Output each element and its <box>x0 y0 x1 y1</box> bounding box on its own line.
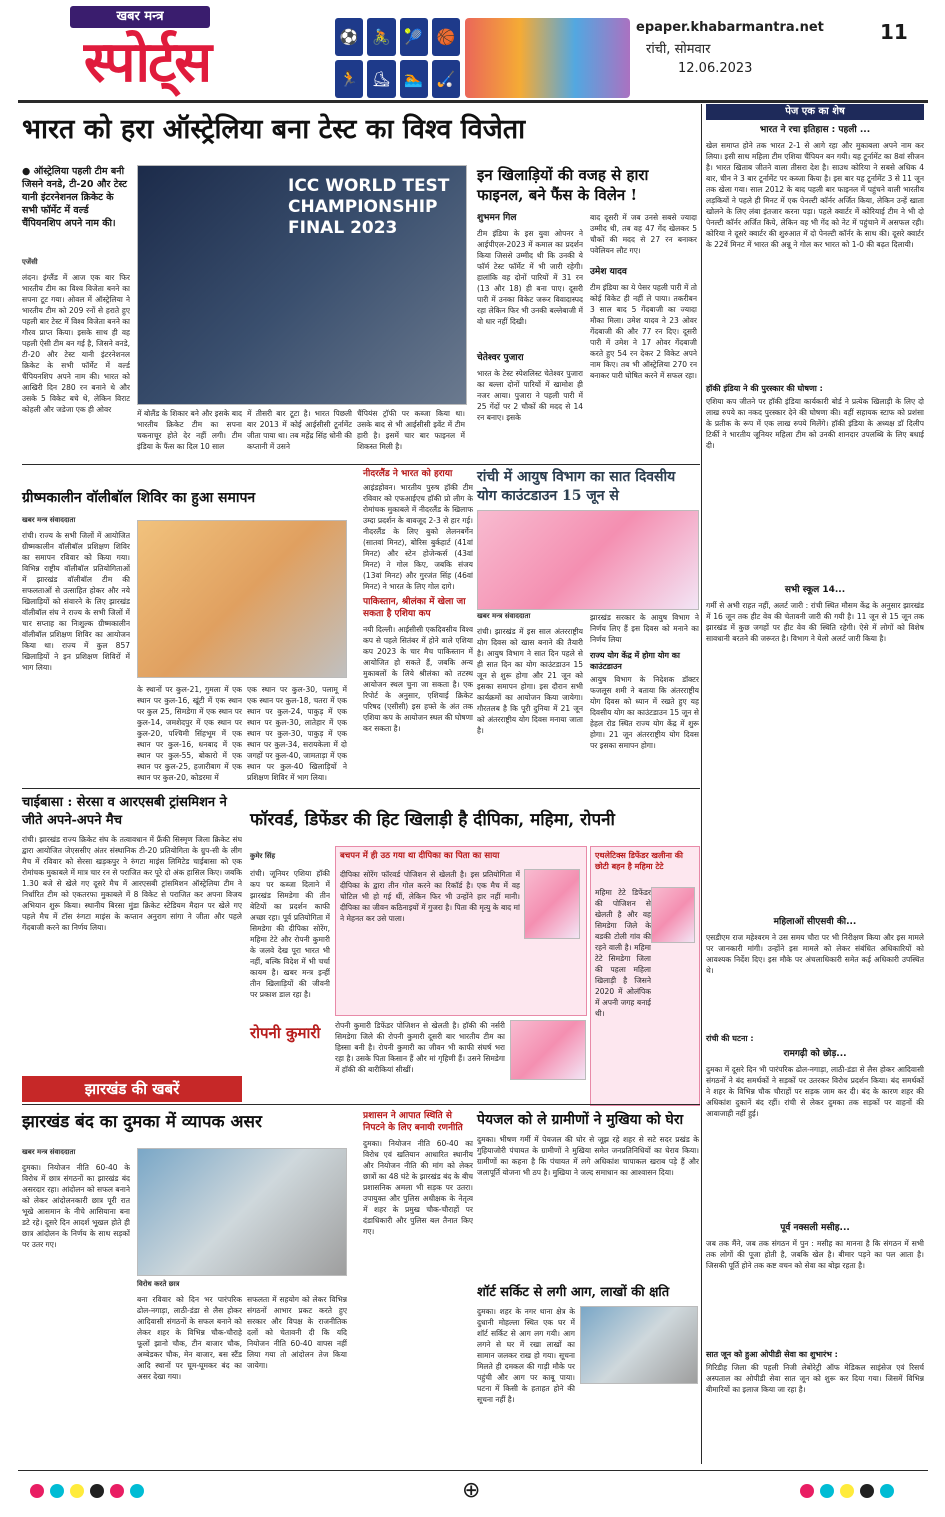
sports-icon-grid <box>335 18 460 98</box>
ropni-photo <box>510 1020 586 1080</box>
volleyball-photo <box>137 520 347 678</box>
jharkhand-bar: झारखंड की खबरें <box>22 1076 242 1102</box>
mahima-photo <box>651 887 695 943</box>
deepika-photo <box>524 869 580 939</box>
mahima-box-text: महिमा टेटे डिफेंडर की पोजिशन से खेलती है और वह सिमडेगा जिले के बडकी टोली गांव की रहने वाली है। महिमा टेटे सिमडेगा जिला की पहला महिला खिलाड़ी है जिसने 2020 में ओलंपिक में अपनी जगह बनाई थी। <box>595 888 651 1018</box>
ropni-text: रोपनी कुमारी डिफेंडर पोजिशन से खेलती है। हॉकी की नर्सरी सिमडेगा जिले की रोपनी कुमारी दूसरी बार भारतीय टीम का हिस्सा बनी है। रोपनी कुमारी का जीवन भी काफी संघर्ष भरा रहा है। उसके पिता किसान हैं और मां गृहिणी हैं। उसने सिमडेगा में हॉकी की बारीकियां सीखीं। <box>335 1021 505 1074</box>
players-sub-1: शुभमन गिल <box>477 213 517 223</box>
asiacup-text: नयी दिल्ली। आईसीसी एकदिवसीय विश्व कप से पहले सितंबर में होने वाले एशिया कप 2023 के चार मैच पाकिस्तान में आयोजित हो सकते हैं, जबकि अन्य मुकाबलों के लिये श्रीलंका को तटस्थ आयोजन स्थल चुना जा सकता है। एक रिपोर्ट के अनुसार, एशियाई क्रिकेट परिषद (एसीसी) इस हफ्ते के अंत तक एशिया कप के आयोजन स्थल की घोषणा कर सकता है। <box>363 625 473 733</box>
page-number: 11 <box>880 20 908 44</box>
color-dot <box>860 1484 874 1498</box>
swimming-icon: 🏊 <box>400 60 428 98</box>
color-dot <box>840 1484 854 1498</box>
lead-body-4: चैंपियंस ट्रॉफी पर कब्जा किया था। उसके बाद से भी आईसीसी इवेंट में टीम हारी है। इसमें चार बार फाइनल में शिकस्त मिली है। <box>357 409 465 451</box>
masthead-tag: खबर मन्त्र <box>70 6 210 28</box>
lead-headline: भारत को हरा ऑस्ट्रेलिया बना टेस्ट का विश्व विजेता <box>22 114 526 145</box>
color-dot <box>70 1484 84 1498</box>
page-one-t1: खेल समाप्त होने तक भारत 2-1 से आगे रहा और मुकाबला अपने नाम कर लिया। इसी साथ महिला टीम एशिया चैंपियन बन गयी। यह टूर्नामेंट का 8वां सीजन है। भारत खिताब जीतने वाला तीसरा देश है। साउथ कोरिया ने सबसे अधिक 4 बार, चीन ने 3 बार टूर्नामेंट पर कब्जा किया है। इस बार यह टूर्नामेंट 3 से 11 जून तक खेला गया। साल 2012 के बाद पहली बार फाइनल में पहुंचने वाली भारतीय लड़कियों ने पहले ही मिनट में एक पेनल्टी कॉर्नर अर्जित किया, लेकिन उन्हें खाता खोलने के लिए लंबा इंतजार करना पड़ा। पहले क्वार्टर में कोरियाई टीम ने भी दो पेनल्टी कॉर्नर अर्जित किये, लेकिन वह भी गेंद को नेट में पहुंचाने में असफल रही। कोरिया ने दूसरे क्वार्टर की शुरुआत में दो पेनल्टी कॉर्नर के साथ की। दूसरे क्वार्टर के 22वें मिनट में भारत की अन्नू ने गोल कर भारत को 1-0 की बढ़त दिलायी। <box>706 141 924 249</box>
color-dot <box>30 1484 44 1498</box>
forward-headline: फॉरवर्ड, डिफेंडर की हिट खिलाड़ी है दीपिका, महिमा, रोपनी <box>250 810 615 830</box>
site-url[interactable]: epaper.khabarmantra.net <box>636 20 824 35</box>
page-one-h3: सभी स्कूल 14... <box>784 585 846 595</box>
photo-text-2: CHAMPIONSHIP <box>288 197 438 217</box>
lead-body-2: में बोलैंड के शिकार बने और इसके बाद भारतीय क्रिकेट टीम का सपना चकनाचूर होते देर नहीं लगी। टीम इंडिया के फैंस का दिल 10 साल <box>137 409 242 451</box>
running-icon: 🏃 <box>335 60 363 98</box>
photo-text-3: FINAL 2023 <box>288 218 398 238</box>
volleyball-headline: ग्रीष्मकालीन वॉलीबॉल शिविर का हुआ समापन <box>22 490 256 506</box>
cycling-icon: 🚴 <box>367 18 395 56</box>
page-one-t8: गिरिडीह जिला की पहली निजी लेबोरेट्री ऑफ मेडिकल साइंसेज एवं रिसर्च अस्पताल का ओपीडी सेवा सात जून को शुरू कर दिया गया। जिसमें विभिन्न बीमारियों का इलाज किया जा रहा है। <box>706 1363 924 1394</box>
page-one-t2: एशिया कप जीतने पर हॉकी इंडिया कार्यकारी बोर्ड ने प्रत्येक खिलाड़ी के लिए दो लाख रुपये का नकद पुरस्कार देने की घोषणा की। वहीं सहायक स्टाफ को प्रशंसा के प्रतीक के रूप में एक लाख रुपये मिलेंगे। हॉकी इंडिया के अध्यक्ष डॉ दिलीप टिर्की ने भारतीय जूनियर महिला टीम को उनकी शानदार उपलब्धि के लिए बधाई दी। <box>706 397 924 450</box>
chaibasa-body: रांची। झारखंड राज्य क्रिकेट संघ के तत्वावधान में फ्रैंकी सिस्मृण जिला क्रिकेट संघ द्वारा आयोजित जेएससीए अंतर संस्थानिक टी-20 प्रतियोगिता के ग्रुप-सी के लीग मैच में रविवार को सेरसा खड़कपुर ने रुंगटा माइंस लिमिटेड चाईबासा को एक रोमांचक मुकाबले में मात्र चार रन से पराजित कर पूरे दो अंक हासिल किए। जबकि 1.30 बजे से खेले गए दूसरे मैच में आरएसबी ट्रांसमिशन ऑस्ट्रेलिया टीम ने निर्धारित टीम को एकतरफा मुकाबले में 8 विकेट से पराजित कर अपना विजय अभियान शुरू किया। स्थानीय बिरसा मुंडा क्रिकेट स्टेडियम मैदान पर खेले गए पहले मैच में टॉस रुंगटा माइंस के कप्तान अनुराग सांगा ने जीता और पहले गेंदबाजी करने का निर्णय लिया। <box>22 835 242 932</box>
hockey-icon: 🏑 <box>432 60 460 98</box>
players-text-2: भारत के टेस्ट स्पेशलिस्ट चेतेश्वर पुजारा का बल्ला दोनों पारियों में खामोश ही नजर आया। पुजारा ने पहली पारी में 25 गेंदों पर 2 चौकों की मदद से 14 रन बनाए। इसके <box>477 369 583 422</box>
page-one-h2: हॉकी इंडिया ने की पुरस्कार की घोषणा : <box>706 384 823 393</box>
tennis-icon: 🎾 <box>400 18 428 56</box>
section-rule-2 <box>22 788 700 789</box>
volleyball-byline: खबर मन्त्र संवाददाता <box>22 516 76 524</box>
page-one-t6: दुमका में दूसरे दिन भी पारंपरिक ढोल-नगाड़ा, लाठी-डंडा से लैस होकर आदिवासी संगठनों ने बंद समर्थकों ने सड़कों पर उतरकर विरोध प्रदर्शन किया। बंद समर्थकों ने शहर के विभिन्न चौक चौराहों पर सड़क जाम कर दी। बंद के कारण शहर की अधिकांश दुकानें बंद रहीं। रांची से लेकर दुमका तक सड़कों पर वाहनों की आवाजाही नहीं हुई। <box>706 1065 924 1118</box>
issue-date: 12.06.2023 <box>678 61 753 76</box>
deepika-box <box>335 846 587 1016</box>
lead-bullet: ● ऑस्ट्रेलिया पहली टीम बनी जिसने वनडे, टी-20 और टेस्ट यानी इंटरनेशनल क्रिकेट के सभी फॉर्मेट में वर्ल्ड चैंपियनशिप अपने नाम की। <box>22 166 127 229</box>
bandh-byline: खबर मन्त्र संवाददाता <box>22 1148 76 1156</box>
footer-color-dots-right <box>800 1484 894 1498</box>
bandh-body-2: बना रविवार को दिन भर पारंपरिक ढोल-नगाड़ा, लाठी-डंडा से लैस होकर आदिवासी संगठनों के सफल बनाने को लेकर शहर के विभिन्न चौक-चौराहे फूलों झानो चौक, टीन बाजार चौक, अम्बेडकर चौक, मेन बाजार, बस स्टैंड आदि स्थानों पर घूम-घूमकर बंद का असर देखा गया। <box>137 1295 242 1381</box>
yoga-body-3: आयुष विभाग के निदेशक डॉक्टर फजलूस शमी ने बताया कि अंतरराष्ट्रीय योग दिवस को ध्यान में रखते हुए यह दिवसीय योग का काउंटडाउन 15 जून से हेहल रोड स्थित राज्य योग केंद्र में शुरू होगा। 21 जून अंतरराष्ट्रीय योग दिवस पर इसका समापन होगा। <box>590 675 699 750</box>
color-dot <box>800 1484 814 1498</box>
water-body: दुमका। भीषण गर्मी में पेयजल की घोर से जूझ रहे शहर से सटे सदर प्रखंड के गुहियाजोरी पंचायत के ग्रामीणों ने मुखिया समेत जनप्रतिनिधियों का घेराव किया। ग्रामीणों का कहना है कि पंचायत में लगे अधिकांश चापाकल खराब पड़े हैं और जलापूर्ति योजना भी ठप है। मुखिया ने जल्द समाधान का आश्वासन दिया। <box>477 1135 699 1177</box>
deepika-box-text: दीपिका सोरेंग फॉरवर्ड पोजिशन से खेलती है। इस प्रतियोगिता में दीपिका के द्वारा तीन गोल करने का रिकॉर्ड है। एक मैच में वह चोटिल भी हो गई थीं, लेकिन फिर भी उन्होंने हार नहीं मानी। दीपिका का जीवन कठिनाइयों में गुजरा है। पिता की मृत्यु के बाद मां ने मेहनत कर उसे पाला। <box>340 870 520 923</box>
registration-mark-icon: ⊕ <box>462 1478 481 1503</box>
chaibasa-headline: चाईबासा : सेरसा व आरएसबी ट्रांसमिशन ने जीते अपने-अपने मैच <box>22 795 227 828</box>
column-rule <box>701 104 702 1464</box>
mahima-box-title: एथलेटिक्स डिफेंडर खलीना की छोटी बहन है महिमा टेटे <box>595 851 683 871</box>
page-one-h6: रामगढ़ी को छोड़... <box>783 1049 847 1059</box>
forward-body: रांची। जूनियर एशिया हॉकी कप पर कब्जा दिलाने में झारखंड सिमडेगा की तीन बेटियों का प्रदर्शन काफी अच्छा रहा। पूर्व प्रतियोगिता में सिमडेगा की दीपिका सोरेंग, महिमा टेटे और रोपनी कुमारी के जलवे देख पूरा भारत भी नहीं, बल्कि विदेश में भी चर्चा कायम है। खबर मन्त्र इन्हीं तीन खिलाड़ियों की जीवनी पर प्रकाश डाल रहा है। <box>250 869 330 999</box>
lead-photo <box>137 165 467 405</box>
yoga-sub: राज्य योग केंद्र में होगा योग का काउंटडाउन <box>590 651 680 671</box>
page-one-h1: भारत ने रचा इतिहास : पहली ... <box>759 125 871 135</box>
page-one-t4: एसडीएम राज महेश्वरम ने उस समय चौरा पर भी निरीक्षण किया और इस मामले पर जानकारी मांगी। उन्होंने इस मामले को लेकर संबंधित अधिकारियों को आवश्यक निर्देश दिए। इस मौके पर अंचलाधिकारी समेत कई अधिकारी उपस्थित थे। <box>706 933 924 975</box>
basketball-icon: 🏀 <box>432 18 460 56</box>
players-sub-3: उमेश यादव <box>590 267 627 277</box>
deepika-box-title: बचपन में ही उठ गया था दीपिका का पिता का साया <box>340 851 500 861</box>
yoga-byline: खबर मन्त्र संवाददाता <box>477 612 531 620</box>
mahima-box <box>590 846 700 1106</box>
yoga-headline: रांची में आयुष विभाग का सात दिवसीय योग काउंटडाउन 15 जून से <box>477 469 676 504</box>
volleyball-body-3: एक स्थान पर कुल-30, पलामू में एक स्थान पर कुल-18, चतरा में एक स्थान पर कुल-24, पाकुड़ में एक स्थान पर कुल-30, लातेहार में एक स्थान पर कुल-30, पाकुड़ में एक स्थान पर कुल-34, सरायकेला में दो जगहों पर कुल-40, जामताड़ा में एक स्थान पर कुल-40 खिलाड़ियों ने प्रशिक्षण शिविर में भाग लिया। <box>247 685 347 782</box>
yoga-body-1: रांची। झारखंड में इस साल अंतरराष्ट्रीय योग दिवस को खास बनाने की तैयारी है। आयुष विभाग ने सात दिन पहले से ही सात दिन का योग काउंटडाउन 15 जून से शुरू होगा और 21 जून को इसका समापन होगा। इस दौरान सभी कार्यक्रमों का आयोजन किया जायेगा। गौरतलब है कि पूरी दुनिया में 21 जून को अंतरराष्ट्रीय योग दिवस मनाया जाता है। <box>477 627 583 735</box>
color-dot <box>130 1484 144 1498</box>
header-rule <box>18 100 928 103</box>
page-one-t7: जब तक मैंने, जब तक संगठन में पुन : मसीह का मानना है कि संगठन में सभी तक लोगों की पूजा होती है, जबकि खेल है। बीमार पड़ने का पल आता है। जिसकी पूर्ति होने तक कष्ट वचन को सेवा का बोझ रहता है। <box>706 1239 924 1270</box>
masthead-title: स्पोर्ट्स <box>83 29 211 95</box>
lead-body-1: लंदन। इंग्लैंड में आज एक बार फिर भारतीय टीम का विश्व विजेता बनने का सपना टूट गया। ओवल में ऑस्ट्रेलिया ने भारतीय टीम को 209 रनों से हराते हुए पहली बार टेस्ट में विश्व विजेता बनने का गौरव प्राप्त किया। इसके साथ ही वह पहली ऐसी टीम बन गई है, जिसने वनडे, टी-20 और टेस्ट यानी इंटरनेशनल क्रिकेट के सभी फॉर्मेट में वर्ल्ड चैंपियनशिप अपने नाम की। भारत को आखिरी दिन 280 रन बनाने थे और उसके 5 विकेट बचे थे, लेकिन विराट कोहली और जडेजा एक ही ओवर <box>22 273 130 414</box>
players-text-4: टीम इंडिया का ये पेसर पहली पारी में तो कोई विकेट ही नहीं ले पाया। तकरीबन 3 साल बाद 5 गेंदबाजी का ज्यादा मौका मिला। उमेश यादव ने 23 ओवर गेंदबाजी की और 77 रन दिए। दूसरी पारी में उमेश ने 17 ओवर गेंदबाजी करते हुए 54 रन देकर 2 विकेट अपने नाम किए। तब भी ऑस्ट्रेलिया 270 रन बनाकर पारी घोषित करने में सफल रहा। <box>590 283 697 380</box>
football-icon: ⚽ <box>335 18 363 56</box>
hockey-headline: नीदरलैंड ने भारत को हराया <box>363 469 453 479</box>
yoga-body-2: झारखंड सरकार के आयुष विभाग ने निर्णय लिए हैं इस दिवस को मनाने का निर्णय लिया <box>590 613 699 644</box>
page-one-h7: पूर्व नक्सली मसीह... <box>780 1223 850 1233</box>
ropni-name: रोपनी कुमारी <box>250 1024 321 1042</box>
volleyball-body: रांची। राज्य के सभी जिलों में आयोजित ग्रीष्मकालीन वॉलीबॉल प्रशिक्षण शिविर का समापन रविवार को किया गया। विभिन्न राष्ट्रीय वॉलीबॉल प्रतियोगिताओं में झारखंड वॉलीबॉल टीम की सफलताओं से उत्साहित होकर और नये खिलाड़ियों को संवारने के लिए झारखंड वॉलीबॉल संघ ने राज्य के सभी जिलों में चार सप्ताह का निःशुल्क ग्रीष्मकालीन वॉलीबॉल प्रशिक्षण शिविर का आयोजन किया था। राज्य में कुल 857 खिलाड़ियों ने इन प्रशिक्षण शिविरों में भाग लिया। <box>22 531 130 672</box>
color-dot <box>90 1484 104 1498</box>
bandh-headline: झारखंड बंद का दुमका में व्यापक असर <box>22 1112 262 1132</box>
header-info <box>636 20 824 76</box>
color-dot <box>50 1484 64 1498</box>
color-dot <box>880 1484 894 1498</box>
lead-body-3: में तीसरी बार टूटा है। भारत पिछली बार 2013 में कोई आईसीसी टूर्नामेंट जीता पाया था। तब महेंद्र सिंह धोनी की कप्तानी में उसने <box>247 409 352 451</box>
players-headline: इन खिलाड़ियों की वजह से हारा फाइनल, बने फैंस के विलेन ! <box>477 166 649 204</box>
footer-rule <box>18 1470 928 1471</box>
photo-text-1: ICC WORLD TEST <box>288 176 450 196</box>
prashasan-body: दुमका। नियोजन नीति 60-40 का विरोध एवं खतियान आधारित स्थानीय और नियोजन नीति की मांग को लेकर छात्रों का 48 घंटे के झारखंड बंद के बीच प्रशासनिक अमला भी सड़क पर उतरा। उपायुक्त और पुलिस अधीक्षक के नेतृत्व में शहर के प्रमुख चौक-चौराहों पर दंडाधिकारी और पुलिस बल तैनात किए गए। <box>363 1139 473 1236</box>
yoga-photo <box>477 510 699 610</box>
page-one-h5: रांची की घटना : <box>706 1034 754 1043</box>
lead-agency: एजेंसी <box>22 258 38 266</box>
hockey-text: आइंडहोवन। भारतीय पुरुष हॉकी टीम रविवार को एफआईएच हॉकी प्रो लीग के रोमांचक मुकाबले में नीदरलैंड के खिलाफ उम्दा प्रदर्शन के बावजूद 2-3 से हार गई। नीदरलैंड के लिए बुको लेलनबर्गेन (सातवां मिनट), बोरिस बुर्कहार्ट (41वां मिनट) और स्टेन होजेन्कर्स (43वां मिनट) ने गोल किए, जबकि संजय (13वां मिनट) और गुरजंत सिंह (46वां मिनट) ने भारत के लिए गोल दागे। <box>363 483 473 591</box>
prashasan-headline: प्रशासन ने आपात स्थिति से निपटने के लिए बनायी रणनीति <box>363 1111 463 1133</box>
asiacup-headline: पाकिस्तान, श्रीलंका में खेला जा सकता है एशिया कप <box>363 597 466 619</box>
water-headline: पेयजल को ले ग्रामीणों ने मुखिया को घेरा <box>477 1112 684 1128</box>
page-one-h4: महिलाओं सीएसवी की... <box>773 917 857 927</box>
color-dot <box>110 1484 124 1498</box>
players-sub-2: चेतेश्वर पुजारा <box>477 353 524 363</box>
fire-photo <box>580 1306 698 1384</box>
skating-icon: ⛸ <box>367 60 395 98</box>
players-text-1: टीम इंडिया के इस युवा ओपनर ने आईपीएल-2023 में कमाल का प्रदर्शन किया जिससे उम्मीद थी कि उनकी ये फॉर्म टेस्ट फॉर्मेट में भी जारी रहेगी। हालांकि वह दोनों पारियों में 31 रन (13 और 18) ही बना पाए। दूसरी पारी में उनका विकेट जरूर विवादास्पद रहा लेकिन फिर भी उनकी बल्लेबाजी में वो धार नहीं दिखी। <box>477 229 583 326</box>
footer-color-dots-left <box>30 1484 144 1498</box>
fire-body: दुमका। शहर के नगर थाना क्षेत्र के दुधानी मोहल्ला स्थित एक घर में शॉर्ट सर्किट से आग लग गयी। आग लगने से घर में रखा लाखों का सामान जलकर राख हो गया। सूचना मिलते ही दमकल की गाड़ी मौके पर पहुंची और आग पर काबू पाया। घटना में किसी के हताहत होने की सूचना नहीं है। <box>477 1307 575 1404</box>
page-one-bar: पेज एक का शेष <box>706 104 924 120</box>
runners-graphic <box>465 18 630 98</box>
fire-headline: शॉर्ट सर्किट से लगी आग, लाखों की क्षति <box>477 1285 670 1300</box>
players-text-3: बाद दूसरी में जब उनसे सबसे ज्यादा उम्मीद थी, तब वह 47 गेंद खेलकर 5 चौकों की मदद से 27 रन बनाकर पवेलियन लौट गए। <box>590 213 697 255</box>
page-one-h8: सात जून को हुआ ओपीडी सेवा का शुभारंभ : <box>706 1350 838 1359</box>
bandh-photo <box>137 1148 347 1276</box>
bandh-body-3: सफलता में सहयोग को लेकर विभिन्न संगठनों आभार प्रकट करते हुए सरकार और विपक्ष के राजनीतिक दलों को चेतावनी दी कि यदि नियोजन नीति 60-40 वापस नहीं लिया गया तो आंदोलन तेज किया जायेगा। <box>247 1295 347 1370</box>
bandh-body: दुमका। नियोजन नीति 60-40 के विरोध में छात्र संगठनों का झारखंड बंद असरदार रहा। आंदोलन को सफल बनाने को लेकर आंदोलनकारी छात्र पूरी रात भूखे आसमान के नीचे आसियाना बना डटे रहे। दूसरे दिन आदर्श भूखल होते ही छात्र आंदोलन के निर्णय के साथ सड़कों पर उतर गए। <box>22 1163 130 1249</box>
bandh-photo-caption: विरोध करते छात्र <box>137 1280 180 1288</box>
page-one-t3: गर्मी से अभी राहत नहीं, अलर्ट जारी : रांची स्थित मौसम केंद्र के अनुसार झारखंड में 16 जून तक हीट वेव की चेतावनी जारी की गयी है। 11 जून से 15 जून तक झारखंड में कुछ जगहों पर हीट वेव की स्थिति रहेगी। ऐसे में लोगों को विशेष सावधानी बरतने की जरूरत है। विभाग ने येलो अलर्ट जारी किया है। <box>706 601 924 643</box>
section-rule-3 <box>22 1104 700 1105</box>
section-rule <box>22 464 700 465</box>
forward-byline: कुमेर सिंह <box>250 852 276 860</box>
city-day: रांची, सोमवार <box>646 42 711 57</box>
color-dot <box>820 1484 834 1498</box>
volleyball-body-2: के स्थानों पर कुल-21, गुमला में एक स्थान पर कुल-16, खूंटी में एक स्थान पर कुल 25, सिमडेगा में एक स्थान पर कुल-14, जमशेदपुर में एक स्थान पर कुल-20, पश्चिमी सिंहभूम में एक स्थान पर कुल-16, धनबाद में एक स्थान पर कुल-55, बोकारो में एक स्थान पर कुल-25, हजारीबाग में एक स्थान पर कुल-20, कोडरमा में <box>137 685 242 782</box>
